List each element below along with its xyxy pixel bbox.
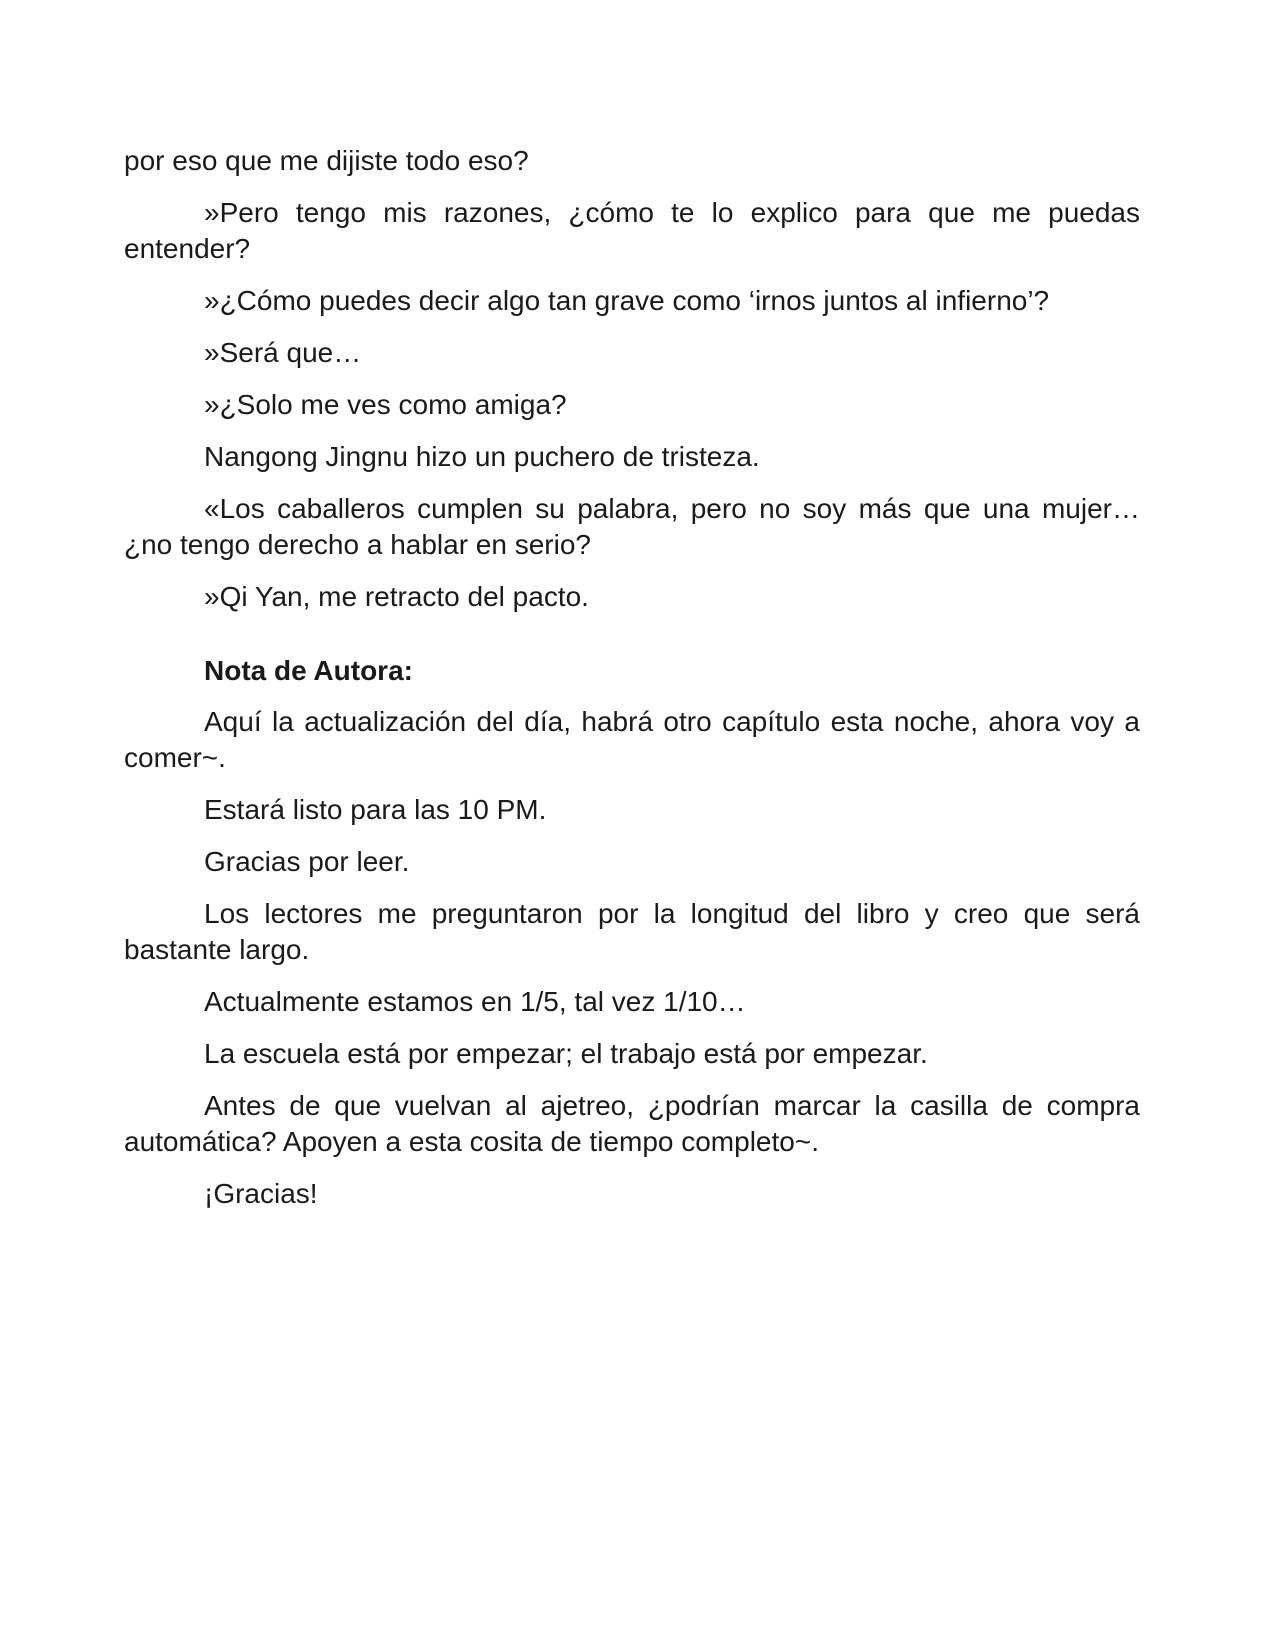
author-note-paragraph: ¡Gracias! xyxy=(204,1178,318,1209)
author-note-paragraph: Estará listo para las 10 PM. xyxy=(204,794,547,825)
author-note-paragraph: La escuela está por empezar; el trabajo está por empezar. xyxy=(204,1038,928,1069)
story-paragraph: por eso que me dijiste todo eso? xyxy=(124,145,529,176)
story-paragraph: »¿Cómo puedes decir algo tan grave como ‘irnos juntos al infierno’? xyxy=(204,285,1050,316)
author-note-paragraph: Antes de que vuelvan al ajetreo, ¿podrían marcar la casilla de compra automática? Apoyen a esta cosita de tiempo completo~. xyxy=(124,1090,1140,1157)
story-paragraph: «Los caballeros cumplen su palabra, pero no soy más que una mujer… ¿no tengo derecho a hablar en serio? xyxy=(124,493,1140,560)
author-note-paragraph: Actualmente estamos en 1/5, tal vez 1/10… xyxy=(204,986,746,1017)
author-note-paragraph: Los lectores me preguntaron por la longitud del libro y creo que será bastante largo. xyxy=(124,898,1140,965)
author-note-paragraph: Aquí la actualización del día, habrá otro capítulo esta noche, ahora voy a comer~. xyxy=(124,706,1140,773)
story-paragraph: »Qi Yan, me retracto del pacto. xyxy=(204,581,589,612)
story-paragraph: »Será que… xyxy=(204,337,362,368)
document-page xyxy=(124,143,1140,1228)
author-note-heading: Nota de Autora: xyxy=(204,655,413,686)
author-note-paragraph: Gracias por leer. xyxy=(204,846,410,877)
story-paragraph: Nangong Jingnu hizo un puchero de tristeza. xyxy=(204,441,760,472)
story-paragraph: »¿Solo me ves como amiga? xyxy=(204,389,567,420)
story-paragraph: »Pero tengo mis razones, ¿cómo te lo explico para que me puedas entender? xyxy=(124,197,1140,264)
